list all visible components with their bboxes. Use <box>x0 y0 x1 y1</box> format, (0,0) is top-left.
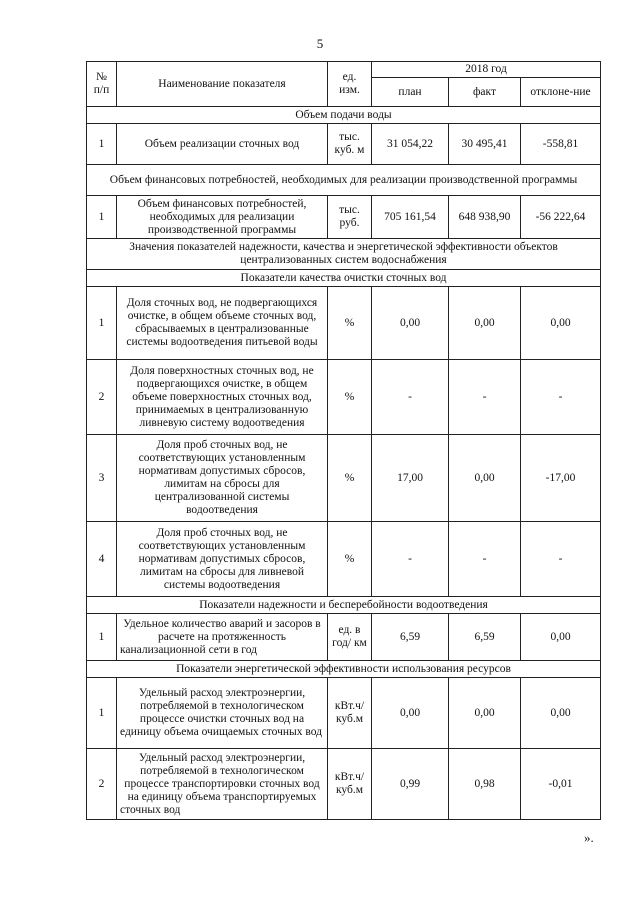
indicators-table <box>86 61 601 820</box>
section-header-row <box>87 597 601 614</box>
cell-plan: 0,99 <box>372 749 449 820</box>
cell-deviation: 0,00 <box>521 287 601 360</box>
table-header-row <box>87 62 601 78</box>
cell-name: Удельное количество аварий и засоров в расчете на протяженность канализационной сети в год <box>117 614 328 661</box>
cell-num: 3 <box>87 435 117 522</box>
cell-num: 1 <box>87 678 117 749</box>
cell-fact: 0,00 <box>449 678 521 749</box>
header-plan: план <box>372 78 449 107</box>
cell-deviation: - <box>521 522 601 597</box>
cell-num: 2 <box>87 360 117 435</box>
cell-deviation: 0,00 <box>521 678 601 749</box>
section-title: Показатели качества очистки сточных вод <box>87 270 601 287</box>
section-title: Значения показателей надежности, качества и энергетической эффективности объектов централизованных систем водоснабжения <box>87 239 601 270</box>
cell-unit: ед. в год/ км <box>328 614 372 661</box>
cell-fact: 648 938,90 <box>449 196 521 239</box>
cell-deviation: 0,00 <box>521 614 601 661</box>
header-fact: факт <box>449 78 521 107</box>
section-header-row <box>87 165 601 196</box>
section-title: Объем финансовых потребностей, необходимых для реализации производственной программы <box>87 165 601 196</box>
cell-plan: 705 161,54 <box>372 196 449 239</box>
cell-fact: 6,59 <box>449 614 521 661</box>
cell-plan: 6,59 <box>372 614 449 661</box>
header-unit: ед. изм. <box>328 62 372 107</box>
cell-unit: % <box>328 287 372 360</box>
header-name: Наименование показателя <box>117 62 328 107</box>
cell-fact: - <box>449 522 521 597</box>
cell-name: Удельный расход электроэнергии, потребляемой в технологическом процессе транспортировки сточных вод на единицу объема транспортируемых сточных вод <box>117 749 328 820</box>
cell-name: Объем финансовых потребностей, необходимых для реализации производственной программы <box>117 196 328 239</box>
cell-fact: 0,98 <box>449 749 521 820</box>
cell-name: Доля поверхностных сточных вод, не подвергающихся очистке, в общем объеме поверхностных сточных вод, принимаемых в централизованную ливневую систему водоотведения <box>117 360 328 435</box>
section-header-row <box>87 661 601 678</box>
cell-name: Объем реализации сточных вод <box>117 124 328 165</box>
section-header-row <box>87 107 601 124</box>
cell-num: 4 <box>87 522 117 597</box>
cell-name: Доля проб сточных вод, не соответствующих установленным нормативам допустимых сбросов, лимитам на сбросы для централизованной системы водоотведения <box>117 435 328 522</box>
table-row <box>87 196 601 239</box>
cell-plan: 31 054,22 <box>372 124 449 165</box>
cell-num: 2 <box>87 749 117 820</box>
cell-deviation: -0,01 <box>521 749 601 820</box>
table-row <box>87 287 601 360</box>
section-header-row <box>87 270 601 287</box>
table-row <box>87 678 601 749</box>
header-deviation: отклоне-ние <box>521 78 601 107</box>
table-row <box>87 522 601 597</box>
cell-name: Доля проб сточных вод, не соответствующих установленным нормативам допустимых сбросов, лимитам на сбросы для ливневой системы водоотведения <box>117 522 328 597</box>
cell-fact: - <box>449 360 521 435</box>
cell-unit: кВт.ч/ куб.м <box>328 749 372 820</box>
table-row <box>87 749 601 820</box>
header-num: № п/п <box>87 62 117 107</box>
section-title: Показатели надежности и бесперебойности водоотведения <box>87 597 601 614</box>
cell-deviation: -17,00 <box>521 435 601 522</box>
cell-unit: % <box>328 435 372 522</box>
cell-unit: % <box>328 522 372 597</box>
end-mark: ». <box>584 830 594 845</box>
cell-num: 1 <box>87 124 117 165</box>
table-body <box>87 107 601 820</box>
section-title: Объем подачи воды <box>87 107 601 124</box>
cell-num: 1 <box>87 614 117 661</box>
cell-plan: 0,00 <box>372 678 449 749</box>
cell-plan: - <box>372 522 449 597</box>
cell-plan: 17,00 <box>372 435 449 522</box>
page-number: 5 <box>316 36 324 51</box>
cell-name: Доля сточных вод, не подвергающихся очистке, в общем объеме сточных вод, сбрасываемых в централизованные системы водоотведения питьевой воды <box>117 287 328 360</box>
table-row <box>87 614 601 661</box>
cell-unit: тыс. руб. <box>328 196 372 239</box>
cell-plan: - <box>372 360 449 435</box>
cell-num: 1 <box>87 196 117 239</box>
cell-name: Удельный расход электроэнергии, потребляемой в технологическом процессе очистки сточных вод на единицу объема очищаемых сточных вод <box>117 678 328 749</box>
section-header-row <box>87 239 601 270</box>
cell-fact: 30 495,41 <box>449 124 521 165</box>
cell-deviation: - <box>521 360 601 435</box>
table-row <box>87 124 601 165</box>
cell-deviation: -56 222,64 <box>521 196 601 239</box>
cell-unit: % <box>328 360 372 435</box>
cell-plan: 0,00 <box>372 287 449 360</box>
cell-unit: кВт.ч/ куб.м <box>328 678 372 749</box>
header-year: 2018 год <box>372 62 601 78</box>
cell-unit: тыс. куб. м <box>328 124 372 165</box>
cell-deviation: -558,81 <box>521 124 601 165</box>
cell-fact: 0,00 <box>449 435 521 522</box>
table-row <box>87 435 601 522</box>
section-title: Показатели энергетической эффективности использования ресурсов <box>87 661 601 678</box>
cell-num: 1 <box>87 287 117 360</box>
table-row <box>87 360 601 435</box>
cell-fact: 0,00 <box>449 287 521 360</box>
